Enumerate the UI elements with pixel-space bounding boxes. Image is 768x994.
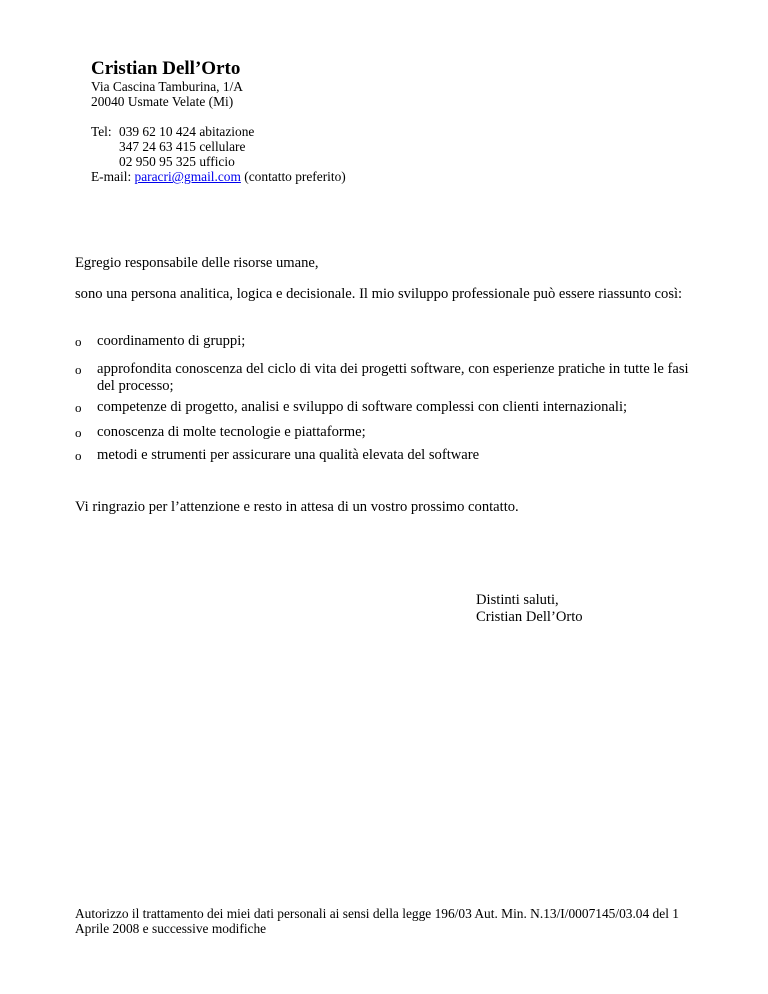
bullet-icon: o — [75, 334, 82, 349]
list-item — [75, 333, 705, 350]
list-item-text: approfondita conoscenza del ciclo di vita dei progetti software, con esperienze pratiche in tutte le fasi del processo; — [97, 361, 689, 394]
email-line — [91, 169, 346, 184]
closing: Distinti saluti, — [476, 592, 559, 608]
intro-paragraph: sono una persona analitica, logica e decisionale. Il mio sviluppo professionale può essere riassunto così: — [75, 286, 683, 302]
list-item-text: conoscenza di molte tecnologie e piattaforme; — [97, 424, 366, 440]
phone-mobile: 347 24 63 415 cellulare — [119, 139, 246, 154]
privacy-footer: Autorizzo il trattamento dei miei dati personali ai sensi della legge 196/03 Aut. Min. N.13/I/0007145/03.04 del 1 Aprile 2008 e successive modifiche — [75, 906, 679, 936]
phone-office: 02 950 95 325 ufficio — [119, 154, 235, 169]
thanks-paragraph: Vi ringrazio per l’attenzione e resto in attesa di un vostro prossimo contatto. — [75, 499, 519, 515]
list-item-text: metodi e strumenti per assicurare una qualità elevata del software — [97, 447, 480, 463]
sender-name: Cristian Dell’Orto — [91, 58, 241, 79]
email-label: E-mail: — [91, 169, 135, 184]
bullet-icon: o — [75, 448, 82, 463]
list-item — [75, 361, 705, 395]
greeting: Egregio responsabile delle risorse umane, — [75, 255, 319, 271]
list-item — [75, 399, 705, 416]
bullet-icon: o — [75, 400, 82, 415]
list-item-text: competenze di progetto, analisi e sviluppo di software complessi con clienti internazionali; — [97, 399, 628, 415]
bullet-icon: o — [75, 425, 82, 440]
email-note: (contatto preferito) — [240, 169, 346, 184]
bullet-icon: o — [75, 362, 82, 377]
list-item-text: coordinamento di gruppi; — [97, 333, 246, 349]
email-link[interactable]: paracri@gmail.com — [134, 169, 241, 184]
list-item — [75, 424, 705, 441]
address-city: 20040 Usmate Velate (Mi) — [91, 94, 234, 109]
tel-label: Tel: — [91, 124, 112, 139]
phone-home: 039 62 10 424 abitazione — [119, 124, 255, 139]
list-item — [75, 447, 705, 464]
signature: Cristian Dell’Orto — [476, 609, 583, 625]
address-street: Via Cascina Tamburina, 1/A — [91, 79, 243, 94]
